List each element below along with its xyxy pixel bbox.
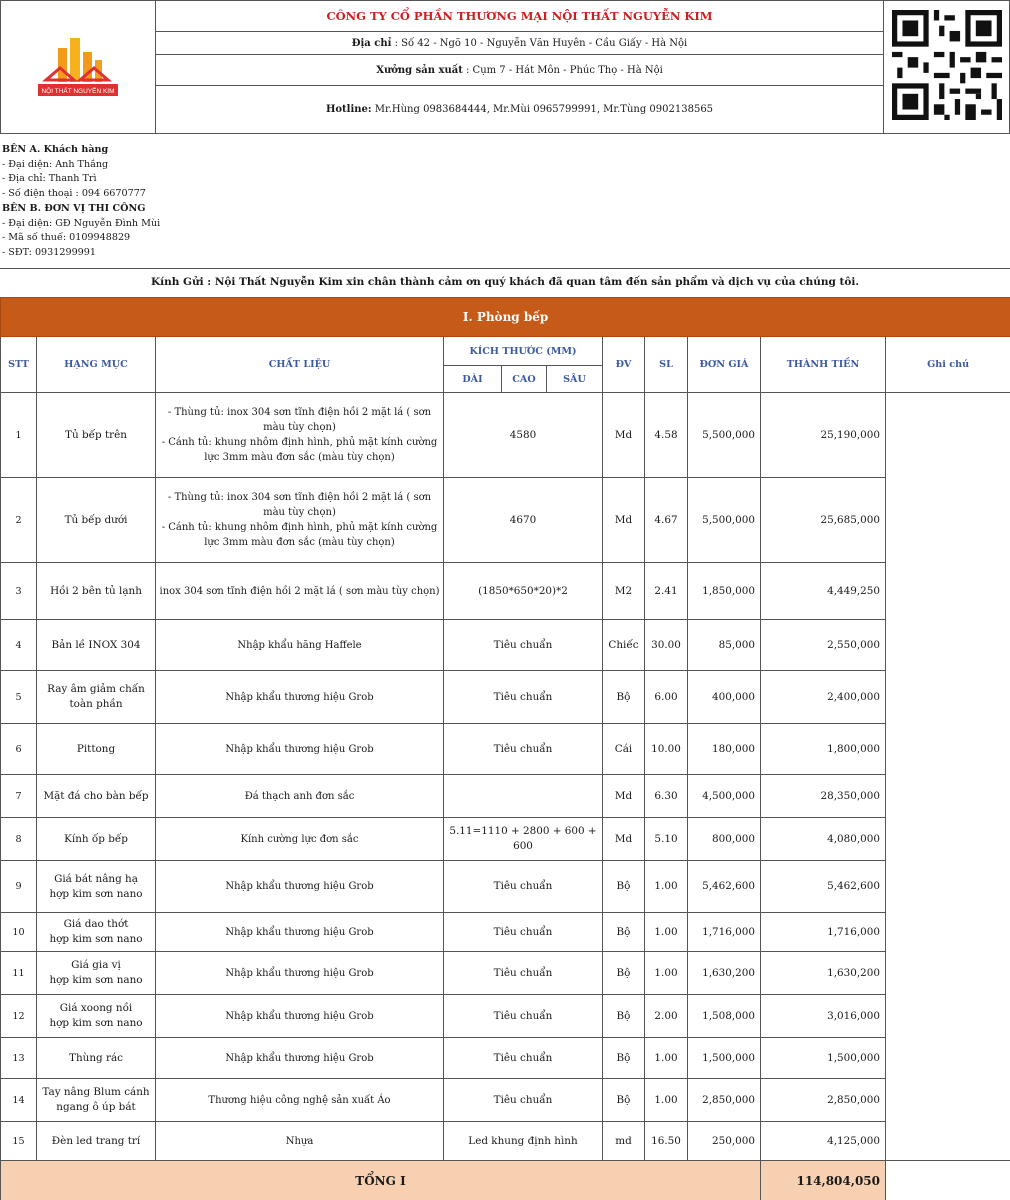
col-note: Ghi chú (886, 337, 1010, 393)
col-unit: ĐV (603, 337, 645, 393)
total-note-cell (886, 1161, 1010, 1200)
row-size: Tiêu chuẩn (444, 913, 603, 952)
row-stt: 1 (1, 393, 37, 478)
row-qty: 1.00 (645, 913, 688, 952)
row-material: Đá thạch anh đơn sắc (156, 775, 444, 818)
row-size: Tiêu chuẩn (444, 724, 603, 775)
row-item: Giá bát nâng hạ hợp kim sơn nano (37, 861, 156, 913)
divider (0, 268, 1010, 269)
row-size: Tiêu chuẩn (444, 861, 603, 913)
row-item: Tủ bếp dưới (37, 478, 156, 563)
row-size: 5.11=1110 + 2800 + 600 + 600 (444, 818, 603, 861)
party-a-phone: - Số điện thoại : 094 6670777 (2, 188, 146, 200)
table-row (1, 393, 1010, 478)
table-row (1, 775, 1010, 818)
table-row (1, 818, 1010, 861)
row-stt: 8 (1, 818, 37, 861)
factory-text: : Cụm 7 - Hát Môn - Phúc Thọ - Hà Nội (462, 64, 663, 76)
row-material: Nhập khẩu hãng Haffele (156, 620, 444, 671)
row-material: inox 304 sơn tĩnh điện hồi 2 mặt lá ( sơn màu tùy chọn) (156, 563, 444, 620)
party-b-representative: - Đại diện: GĐ Nguyễn Đình Mùi (2, 217, 161, 229)
row-amount: 28,350,000 (761, 775, 886, 818)
row-unit: Md (603, 775, 645, 818)
logo-text: NỘI THẤT NGUYỄN KIM (41, 88, 115, 95)
row-price: 1,500,000 (688, 1038, 761, 1079)
row-item: Tủ bếp trên (37, 393, 156, 478)
row-amount: 1,500,000 (761, 1038, 886, 1079)
party-b-tax-code: - Mã số thuế: 0109948829 (2, 232, 131, 244)
row-amount: 2,850,000 (761, 1079, 886, 1122)
row-qty: 1.00 (645, 1079, 688, 1122)
row-stt: 2 (1, 478, 37, 563)
company-logo (28, 30, 128, 100)
row-material: - Thùng tủ: inox 304 sơn tĩnh điện hồi 2 mặt lá ( sơn màu tùy chọn) - Cánh tủ: khung nhôm định hình, phủ mặt kính cường lực 3mm màu đơn sắc (màu tùy chọn) (156, 478, 444, 563)
row-item: Giá xoong nồi hợp kim sơn nano (37, 995, 156, 1038)
row-material: Kính cường lực đơn sắc (156, 818, 444, 861)
row-unit: Md (603, 818, 645, 861)
row-stt: 6 (1, 724, 37, 775)
row-stt: 13 (1, 1038, 37, 1079)
row-qty: 16.50 (645, 1122, 688, 1161)
row-amount: 25,685,000 (761, 478, 886, 563)
table-row (1, 861, 1010, 913)
row-size: 4580 (444, 393, 603, 478)
row-stt: 3 (1, 563, 37, 620)
row-unit: Chiếc (603, 620, 645, 671)
party-b-heading: BÊN B. ĐƠN VỊ THI CÔNG (2, 202, 146, 214)
row-material: Nhập khẩu thương hiệu Grob (156, 671, 444, 724)
section-title: I. Phòng bếp (1, 298, 1010, 337)
row-unit: Cái (603, 724, 645, 775)
table-row (1, 1038, 1010, 1079)
row-price: 1,850,000 (688, 563, 761, 620)
row-qty: 4.67 (645, 478, 688, 563)
row-size: Led khung định hình (444, 1122, 603, 1161)
row-price: 400,000 (688, 671, 761, 724)
row-item: Giá dao thớt hợp kim sơn nano (37, 913, 156, 952)
row-item: Mặt đá cho bàn bếp (37, 775, 156, 818)
factory-label: Xưởng sản xuất (376, 64, 463, 76)
quotation-table (0, 297, 1010, 1200)
total-amount: 114,804,050 (761, 1161, 886, 1200)
row-price: 5,500,000 (688, 393, 761, 478)
row-unit: Bộ (603, 952, 645, 995)
row-item: Giá gia vị hợp kim sơn nano (37, 952, 156, 995)
row-amount: 25,190,000 (761, 393, 886, 478)
row-item: Hồi 2 bên tủ lạnh (37, 563, 156, 620)
row-size: Tiêu chuẩn (444, 620, 603, 671)
row-unit: Bộ (603, 671, 645, 724)
col-item: HẠNG MỤC (37, 337, 156, 393)
row-size: Tiêu chuẩn (444, 671, 603, 724)
row-amount: 1,630,200 (761, 952, 886, 995)
col-amount: THÀNH TIỀN (761, 337, 886, 393)
row-material: - Thùng tủ: inox 304 sơn tĩnh điện hồi 2 mặt lá ( sơn màu tùy chọn) - Cánh tủ: khung nhôm định hình, phủ mặt kính cường lực 3mm màu đơn sắc (màu tùy chọn) (156, 393, 444, 478)
row-amount: 2,400,000 (761, 671, 886, 724)
row-amount: 5,462,600 (761, 861, 886, 913)
row-stt: 5 (1, 671, 37, 724)
row-size: Tiêu chuẩn (444, 1079, 603, 1122)
table-body (1, 393, 1010, 1161)
table-row (1, 1079, 1010, 1122)
row-price: 800,000 (688, 818, 761, 861)
row-amount: 3,016,000 (761, 995, 886, 1038)
row-price: 5,462,600 (688, 861, 761, 913)
row-price: 180,000 (688, 724, 761, 775)
row-material: Nhựa (156, 1122, 444, 1161)
row-qty: 6.30 (645, 775, 688, 818)
row-stt: 4 (1, 620, 37, 671)
row-unit: M2 (603, 563, 645, 620)
table-row (1, 724, 1010, 775)
row-unit: Bộ (603, 913, 645, 952)
row-price: 5,500,000 (688, 478, 761, 563)
row-qty: 6.00 (645, 671, 688, 724)
row-amount: 1,800,000 (761, 724, 886, 775)
row-price: 1,630,200 (688, 952, 761, 995)
row-size: Tiêu chuẩn (444, 1038, 603, 1079)
row-material: Nhập khẩu thương hiệu Grob (156, 1038, 444, 1079)
row-item: Thùng rác (37, 1038, 156, 1079)
row-item: Đèn led trang trí (37, 1122, 156, 1161)
row-price: 1,508,000 (688, 995, 761, 1038)
row-price: 4,500,000 (688, 775, 761, 818)
row-note (886, 393, 1010, 1161)
company-name: CÔNG TY CỔ PHẦN THƯƠNG MẠI NỘI THẤT NGUYỄN KIM (156, 1, 884, 32)
row-price: 1,716,000 (688, 913, 761, 952)
party-b-phone: - SĐT: 0931299991 (2, 246, 96, 258)
row-size: (1850*650*20)*2 (444, 563, 603, 620)
row-amount: 4,449,250 (761, 563, 886, 620)
row-stt: 10 (1, 913, 37, 952)
qr-cell (884, 1, 1010, 134)
total-label: TỔNG I (1, 1161, 761, 1200)
row-qty: 10.00 (645, 724, 688, 775)
party-a-heading: BÊN A. Khách hàng (2, 144, 109, 155)
col-depth: SÂU (547, 366, 603, 393)
row-material: Thương hiệu công nghệ sản xuất Áo (156, 1079, 444, 1122)
row-size: Tiêu chuẩn (444, 995, 603, 1038)
row-stt: 9 (1, 861, 37, 913)
row-amount: 4,080,000 (761, 818, 886, 861)
row-qty: 1.00 (645, 1038, 688, 1079)
table-row (1, 1122, 1010, 1161)
row-qty: 4.58 (645, 393, 688, 478)
table-row (1, 952, 1010, 995)
row-price: 85,000 (688, 620, 761, 671)
row-amount: 2,550,000 (761, 620, 886, 671)
col-price: ĐƠN GIÁ (688, 337, 761, 393)
hotline-label: Hotline: (325, 104, 372, 115)
row-size (444, 775, 603, 818)
qr-code-icon (892, 10, 1002, 120)
row-material: Nhập khẩu thương hiệu Grob (156, 913, 444, 952)
row-item: Tay nâng Blum cánh ngang ô úp bát (37, 1079, 156, 1122)
row-qty: 2.00 (645, 995, 688, 1038)
row-material: Nhập khẩu thương hiệu Grob (156, 861, 444, 913)
row-price: 250,000 (688, 1122, 761, 1161)
row-stt: 7 (1, 775, 37, 818)
row-size: 4670 (444, 478, 603, 563)
hotline-text: Mr.Hùng 0983684444, Mr.Mùi 0965799991, Mr.Tùng 0902138565 (371, 104, 714, 115)
total-row (1, 1161, 1010, 1200)
row-qty: 2.41 (645, 563, 688, 620)
address-text: : Số 42 - Ngõ 10 - Nguyễn Văn Huyên - Cầu Giấy - Hà Nội (391, 37, 688, 49)
greeting-text: Kính Gửi : Nội Thất Nguyễn Kim xin chân thành cảm ơn quý khách đã quan tâm đến sản phẩm và dịch vụ của chúng tôi. (151, 276, 859, 288)
row-size: Tiêu chuẩn (444, 952, 603, 995)
row-qty: 1.00 (645, 861, 688, 913)
table-row (1, 620, 1010, 671)
header-table (0, 0, 1010, 134)
row-stt: 12 (1, 995, 37, 1038)
table-row (1, 913, 1010, 952)
row-unit: Bộ (603, 995, 645, 1038)
logo-cell (1, 1, 156, 134)
col-material: CHẤT LIỆU (156, 337, 444, 393)
row-item: Pittong (37, 724, 156, 775)
row-qty: 5.10 (645, 818, 688, 861)
row-item: Kính ốp bếp (37, 818, 156, 861)
party-a-representative: - Đại diện: Anh Thắng (2, 158, 109, 170)
row-material: Nhập khẩu thương hiệu Grob (156, 995, 444, 1038)
row-material: Nhập khẩu thương hiệu Grob (156, 952, 444, 995)
row-material: Nhập khẩu thương hiệu Grob (156, 724, 444, 775)
parties-block (2, 143, 160, 261)
row-unit: Bộ (603, 1038, 645, 1079)
table-row (1, 995, 1010, 1038)
address-row (156, 32, 884, 55)
table-row (1, 563, 1010, 620)
row-price: 2,850,000 (688, 1079, 761, 1122)
party-a-address: - Địa chỉ: Thanh Trì (2, 173, 97, 185)
row-stt: 15 (1, 1122, 37, 1161)
row-unit: md (603, 1122, 645, 1161)
table-row (1, 671, 1010, 724)
row-unit: Bộ (603, 861, 645, 913)
row-qty: 30.00 (645, 620, 688, 671)
table-row (1, 478, 1010, 563)
row-qty: 1.00 (645, 952, 688, 995)
row-item: Bản lề INOX 304 (37, 620, 156, 671)
col-qty: SL (645, 337, 688, 393)
row-unit: Md (603, 393, 645, 478)
row-item: Ray âm giảm chấn toàn phần (37, 671, 156, 724)
col-stt: STT (1, 337, 37, 393)
col-height: CAO (502, 366, 547, 393)
row-stt: 14 (1, 1079, 37, 1122)
row-amount: 1,716,000 (761, 913, 886, 952)
col-length: DÀI (444, 366, 502, 393)
hotline-row (156, 86, 884, 134)
address-label: Địa chỉ (351, 37, 392, 49)
factory-row (156, 55, 884, 86)
row-unit: Bộ (603, 1079, 645, 1122)
row-stt: 11 (1, 952, 37, 995)
row-amount: 4,125,000 (761, 1122, 886, 1161)
row-unit: Md (603, 478, 645, 563)
col-size: KÍCH THƯỚC (MM) (444, 337, 603, 366)
